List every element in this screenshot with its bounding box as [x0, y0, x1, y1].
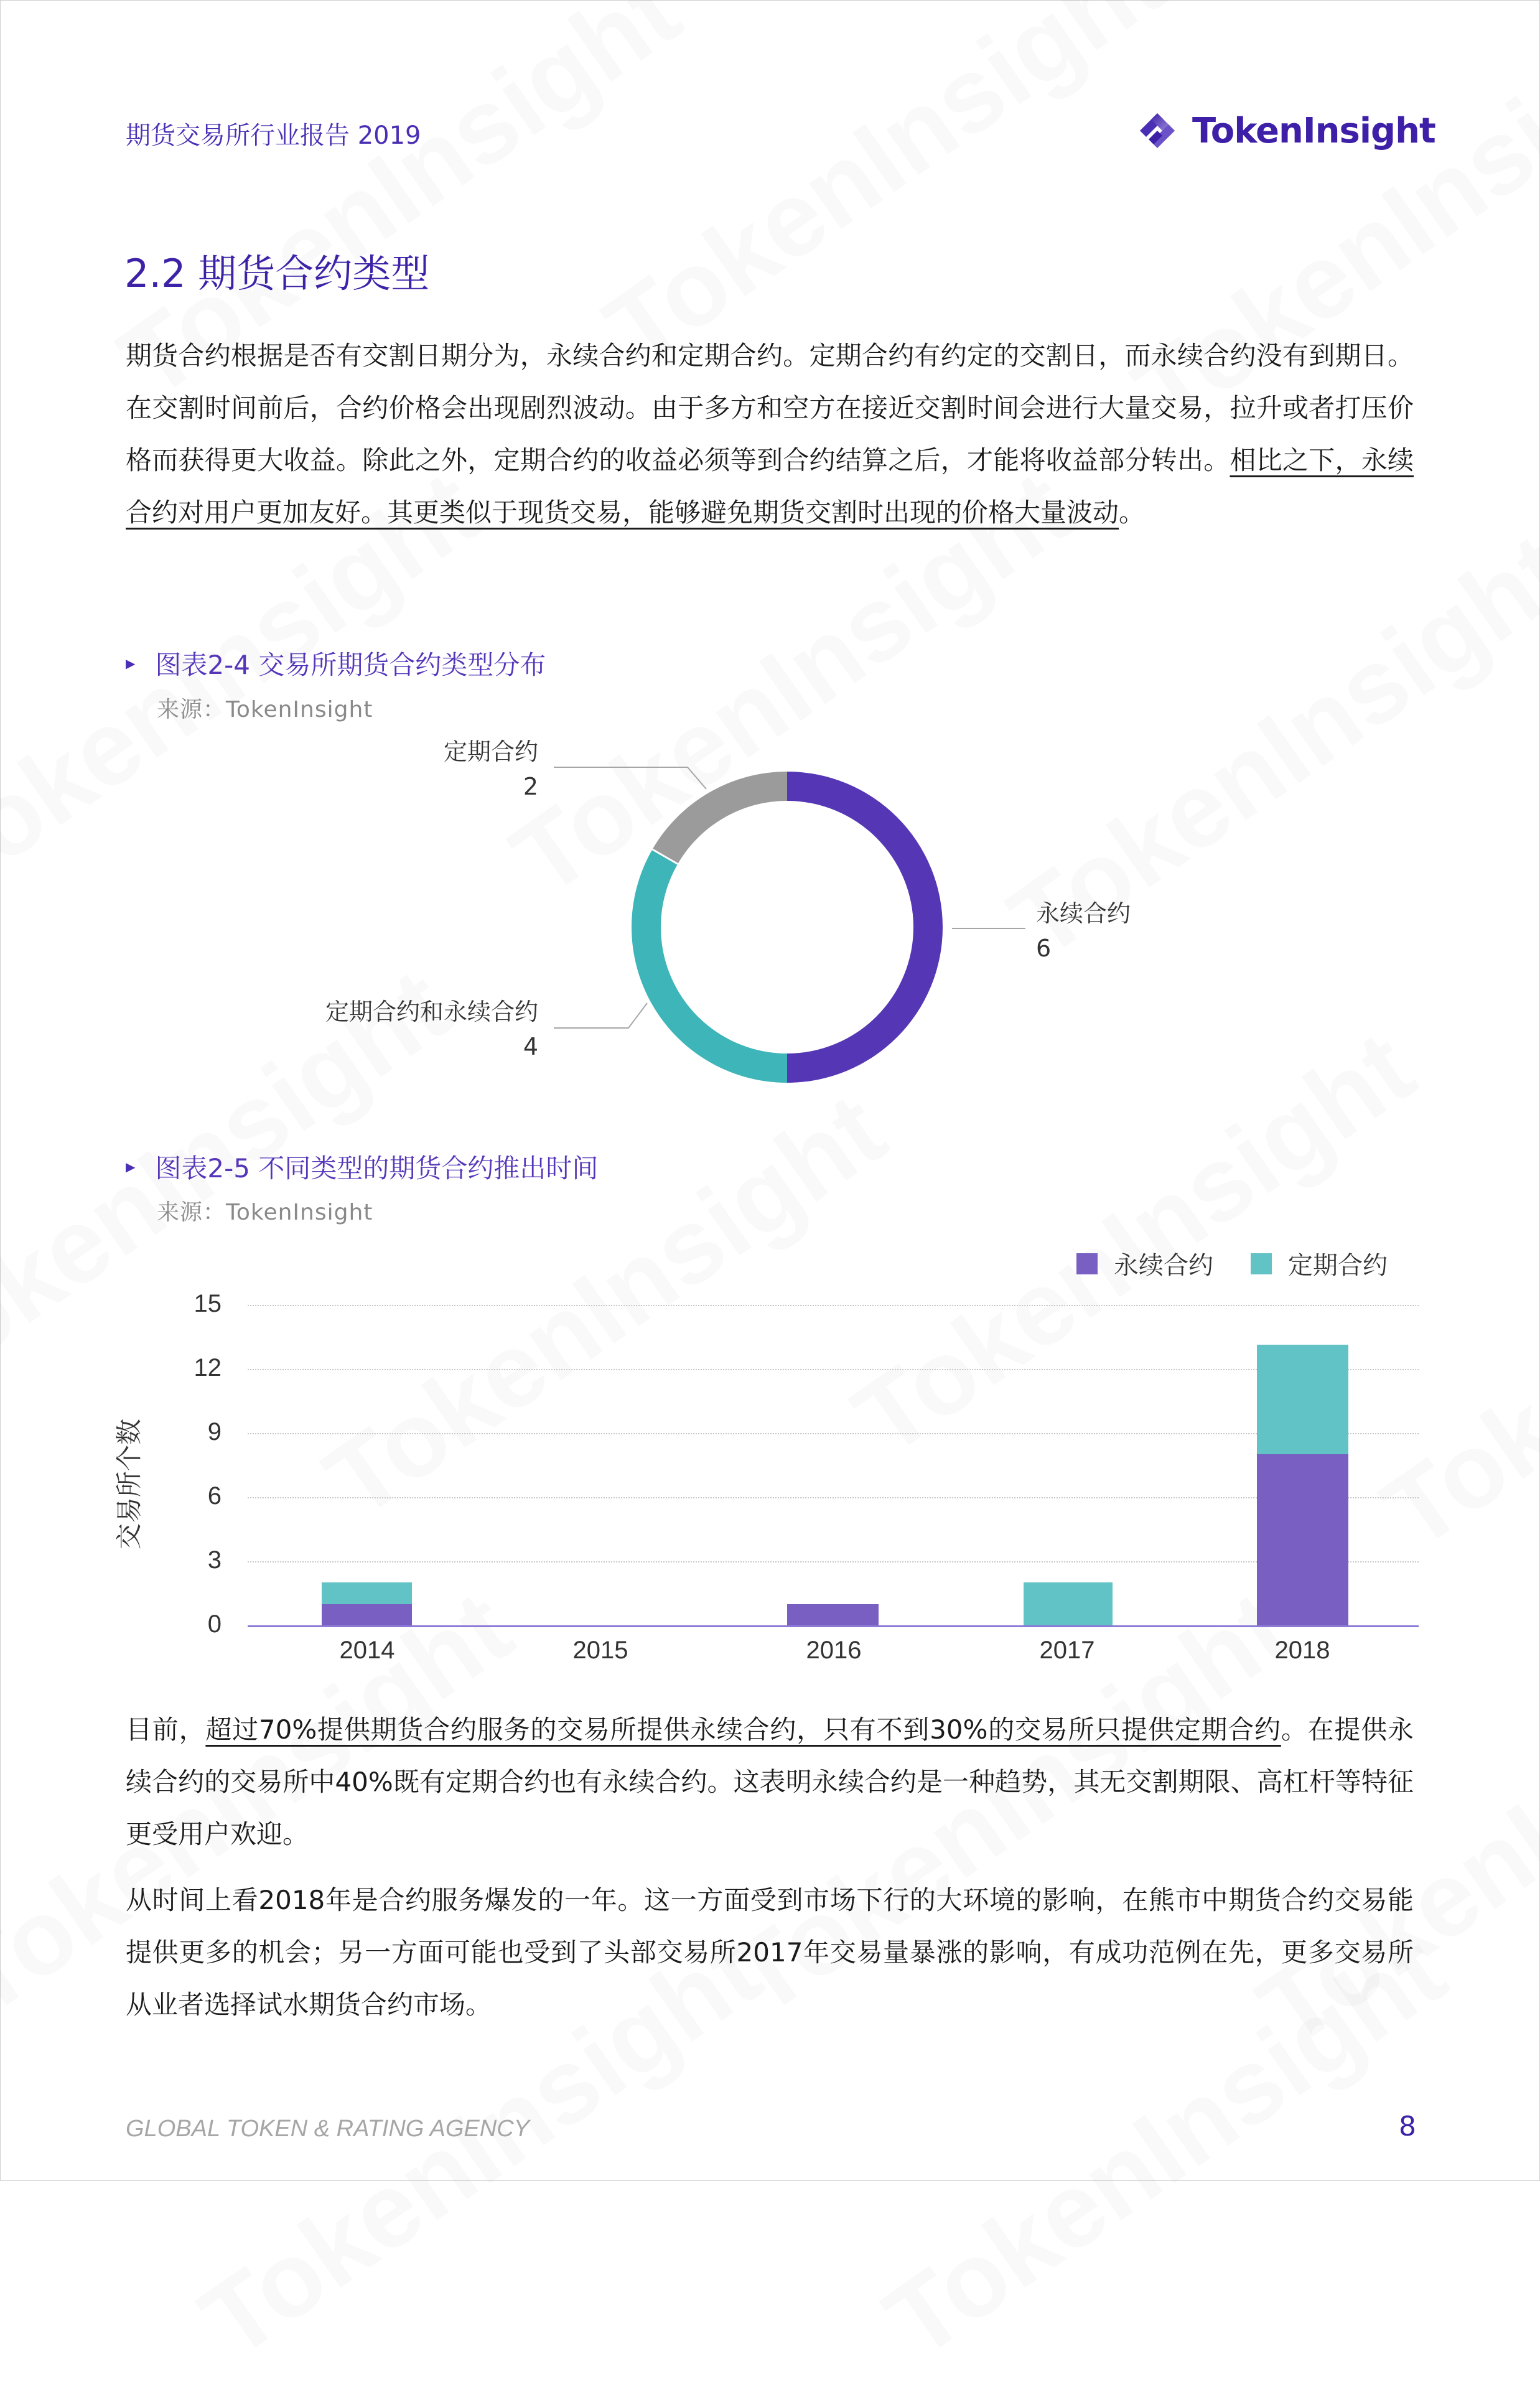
underlined-emphasis: 超过70%提供期货合约服务的交易所提供永续合约，只有不到30%的交易所只提供定期合约: [205, 1714, 1281, 1745]
x-tick: 2016: [806, 1637, 862, 1664]
label-value: 2: [523, 773, 538, 800]
donut-label-fixed: [348, 734, 538, 804]
figure-title: [126, 1148, 598, 1185]
label-value: 4: [523, 1033, 538, 1060]
y-tick: 15: [194, 1290, 222, 1317]
bar-2014-perpetual: [322, 1604, 412, 1625]
chart-legend: [1076, 1246, 1425, 1281]
logo-text: TokenInsight: [1192, 110, 1435, 151]
page-number: 8: [1399, 2111, 1416, 2142]
legend-label: 定期合约: [1288, 1251, 1388, 1280]
figure-source: 来源：TokenInsight: [157, 697, 373, 722]
figure-title-text: 图表2-5 不同类型的期货合约推出时间: [155, 1153, 599, 1184]
figure-title-text: 图表2-4 交易所期货合约类型分布: [155, 650, 546, 680]
legend-swatch: [1251, 1253, 1272, 1274]
legend-label: 永续合约: [1114, 1251, 1213, 1280]
bar-2016-perpetual: [787, 1604, 879, 1625]
bar-2017-fixed: [1024, 1582, 1113, 1625]
paragraph-text: 。在提供永续合约的交易所中40%既有定期合约也有永续合约。这表明永续合约是一种趋势，其无交割期限、高杠杆等特征更受用户欢迎。: [126, 1714, 1414, 1849]
paragraph-text: 目前，: [126, 1714, 206, 1745]
x-tick: 2017: [1039, 1637, 1095, 1664]
footer-agency: GLOBAL TOKEN & RATING AGENCY: [126, 2116, 530, 2142]
label-value: 6: [1036, 935, 1052, 962]
y-tick: 0: [207, 1610, 222, 1638]
legend-swatch: [1076, 1253, 1098, 1274]
underlined-emphasis: 相比之下，永续合约对用户更加友好。其更类似于现货交易，能够避免期货交割时出现的价格大量波动: [126, 445, 1414, 528]
legend-item-fixed: [1251, 1246, 1388, 1281]
label-name: 永续合约: [1036, 900, 1131, 927]
gridline: [248, 1433, 1419, 1434]
paragraph-timeline: [126, 1874, 1414, 2031]
y-tick: 9: [207, 1418, 222, 1446]
label-name: 定期合约和永续合约: [325, 998, 538, 1025]
x-axis-line: [248, 1625, 1419, 1627]
x-tick: 2015: [572, 1637, 628, 1664]
y-tick: 6: [207, 1482, 222, 1510]
y-axis-label: 交易所个数: [114, 1419, 144, 1550]
x-tick: 2014: [339, 1637, 395, 1664]
legend-item-perpetual: [1076, 1246, 1213, 1281]
triangle-right-icon: ▶: [126, 1159, 136, 1174]
y-tick: 3: [207, 1546, 222, 1574]
paragraph-text: 从时间上看2018年是合约服务爆发的一年。这一方面受到市场下行的大环境的影响，在熊市中期货合约交易能提供更多的机会；另一方面可能也受到了头部交易所2017年交易量暴涨的影响，有成功范例在先，更多交易所从业者选择试水期货合约市场。: [126, 1885, 1414, 2020]
donut-label-perpetual: [1036, 896, 1223, 966]
gridline: [248, 1369, 1419, 1370]
donut-label-both: [249, 994, 538, 1064]
paragraph-analysis: [126, 1704, 1414, 1861]
bar-2014-fixed: [322, 1582, 412, 1604]
triangle-right-icon: ▶: [126, 656, 136, 671]
paragraph-text: 。: [1119, 497, 1146, 528]
report-title: 期货交易所行业报告 2019: [126, 121, 421, 150]
x-tick: 2018: [1274, 1637, 1330, 1664]
bar-2018-perpetual: [1257, 1454, 1348, 1625]
gridline: [248, 1305, 1419, 1306]
bar-2018-fixed: [1257, 1345, 1348, 1454]
y-tick: 12: [194, 1354, 222, 1381]
gridline: [248, 1497, 1419, 1498]
section-title: 2.2 期货合约类型: [124, 251, 430, 296]
label-name: 定期合约: [443, 738, 538, 765]
paragraph-text: 期货合约根据是否有交割日期分为，永续合约和定期合约。定期合约有约定的交割日，而永续合约没有到期日。在交割时间前后，合约价格会出现剧烈波动。由于多方和空方在接近交割时间会进行大量交易，拉升或者打压价格而获得更大收益。除此之外，定期合约的收益必须等到合约结算之后，才能将收益部分转出。: [126, 340, 1414, 475]
gridline: [248, 1561, 1419, 1562]
figure-source: 来源：TokenInsight: [157, 1200, 373, 1225]
